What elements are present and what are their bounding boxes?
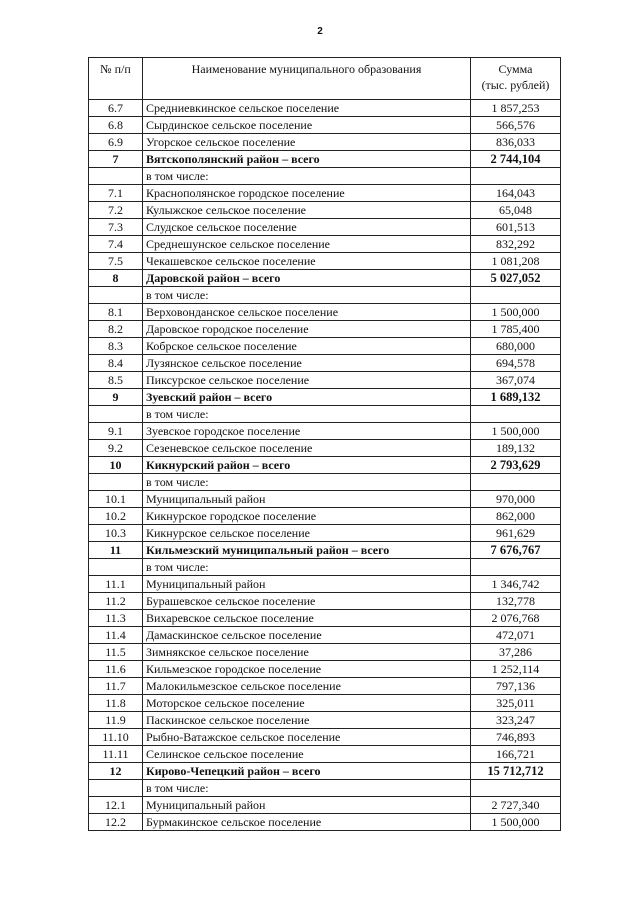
row-municipality-name: Муниципальный район [143, 576, 471, 593]
row-municipality-name: в том числе: [143, 168, 471, 185]
row-number: 8.1 [89, 304, 143, 321]
row-number: 12.1 [89, 797, 143, 814]
row-number: 7.1 [89, 185, 143, 202]
row-number: 11.3 [89, 610, 143, 627]
row-municipality-name: Даровское городское поселение [143, 321, 471, 338]
row-municipality-name: Сырдинское сельское поселение [143, 117, 471, 134]
row-municipality-name: Среднешунское сельское поселение [143, 236, 471, 253]
row-number: 8.2 [89, 321, 143, 338]
row-amount: 746,893 [471, 729, 561, 746]
table-row [89, 202, 561, 219]
table-row [89, 100, 561, 117]
table-row [89, 253, 561, 270]
row-municipality-name: Лузянское сельское поселение [143, 355, 471, 372]
row-number: 9.1 [89, 423, 143, 440]
row-amount: 367,074 [471, 372, 561, 389]
row-municipality-name: в том числе: [143, 406, 471, 423]
table-row [89, 576, 561, 593]
row-municipality-name: Бурмакинское сельское поселение [143, 814, 471, 831]
row-number: 6.9 [89, 134, 143, 151]
row-number: 7.2 [89, 202, 143, 219]
row-amount: 694,578 [471, 355, 561, 372]
row-municipality-name: Муниципальный район [143, 797, 471, 814]
row-municipality-name: Краснополянское городское поселение [143, 185, 471, 202]
row-number [89, 559, 143, 576]
row-number [89, 168, 143, 185]
row-number: 9.2 [89, 440, 143, 457]
row-number: 11.7 [89, 678, 143, 695]
row-municipality-name: Кикнурское сельское поселение [143, 525, 471, 542]
row-number: 6.7 [89, 100, 143, 117]
row-number: 7.4 [89, 236, 143, 253]
row-number: 11.4 [89, 627, 143, 644]
row-number: 9 [89, 389, 143, 406]
row-municipality-name: Моторское сельское поселение [143, 695, 471, 712]
table-header [89, 58, 561, 100]
row-number: 11.6 [89, 661, 143, 678]
row-amount [471, 168, 561, 185]
row-amount: 566,576 [471, 117, 561, 134]
row-number: 7.3 [89, 219, 143, 236]
budget-table [88, 57, 561, 831]
row-municipality-name: Вихаревское сельское поселение [143, 610, 471, 627]
row-number: 10.2 [89, 508, 143, 525]
table-row [89, 304, 561, 321]
row-municipality-name: в том числе: [143, 780, 471, 797]
table-row [89, 168, 561, 185]
row-municipality-name: Кобрское сельское поселение [143, 338, 471, 355]
row-amount: 2 076,768 [471, 610, 561, 627]
row-amount: 472,071 [471, 627, 561, 644]
row-number: 11 [89, 542, 143, 559]
page-number: 2 [317, 26, 323, 37]
row-municipality-name: Даровской район – всего [143, 270, 471, 287]
row-amount: 1 500,000 [471, 304, 561, 321]
table-row [89, 117, 561, 134]
table-row [89, 814, 561, 831]
table-row [89, 593, 561, 610]
row-municipality-name: Кулыжское сельское поселение [143, 202, 471, 219]
row-amount: 2 744,104 [471, 151, 561, 168]
table-row-district-total [89, 389, 561, 406]
row-number: 11.8 [89, 695, 143, 712]
row-number: 11.10 [89, 729, 143, 746]
row-municipality-name: Кикнурский район – всего [143, 457, 471, 474]
table-row [89, 406, 561, 423]
table-row [89, 678, 561, 695]
table-row [89, 695, 561, 712]
row-municipality-name: в том числе: [143, 474, 471, 491]
row-amount: 1 500,000 [471, 423, 561, 440]
table-row [89, 559, 561, 576]
row-amount: 961,629 [471, 525, 561, 542]
row-number: 7 [89, 151, 143, 168]
table-row [89, 627, 561, 644]
row-municipality-name: Кирово-Чепецкий район – всего [143, 763, 471, 780]
row-number: 10.1 [89, 491, 143, 508]
row-amount: 65,048 [471, 202, 561, 219]
row-amount: 1 500,000 [471, 814, 561, 831]
row-municipality-name: Чекашевское сельское поселение [143, 253, 471, 270]
row-amount: 680,000 [471, 338, 561, 355]
row-municipality-name: Зуевский район – всего [143, 389, 471, 406]
header-name: Наименование муниципального образования [143, 58, 471, 100]
row-amount: 862,000 [471, 508, 561, 525]
row-municipality-name: Зимнякское сельское поселение [143, 644, 471, 661]
row-municipality-name: Слудское сельское поселение [143, 219, 471, 236]
table-row-district-total [89, 542, 561, 559]
table-row-district-total [89, 763, 561, 780]
row-municipality-name: Селинское сельское поселение [143, 746, 471, 763]
row-municipality-name: Средниевкинское сельское поселение [143, 100, 471, 117]
row-amount [471, 474, 561, 491]
row-municipality-name: Зуевское городское поселение [143, 423, 471, 440]
row-amount: 1 252,114 [471, 661, 561, 678]
table-row [89, 797, 561, 814]
row-amount: 836,033 [471, 134, 561, 151]
table-row-district-total [89, 270, 561, 287]
header-sum-unit: (тыс. рублей) [481, 78, 550, 92]
row-number: 10.3 [89, 525, 143, 542]
table-row [89, 287, 561, 304]
row-number: 11.2 [89, 593, 143, 610]
table-row [89, 491, 561, 508]
row-municipality-name: Кильмезский муниципальный район – всего [143, 542, 471, 559]
row-amount: 1 081,208 [471, 253, 561, 270]
table-row [89, 372, 561, 389]
row-number: 8 [89, 270, 143, 287]
row-municipality-name: в том числе: [143, 559, 471, 576]
row-amount: 323,247 [471, 712, 561, 729]
row-amount: 1 857,253 [471, 100, 561, 117]
table-row [89, 338, 561, 355]
row-number: 11.5 [89, 644, 143, 661]
row-number: 8.3 [89, 338, 143, 355]
header-num: № п/п [89, 58, 143, 100]
row-number: 11.1 [89, 576, 143, 593]
row-municipality-name: Кикнурское городское поселение [143, 508, 471, 525]
table-row [89, 525, 561, 542]
row-number: 11.11 [89, 746, 143, 763]
table-row [89, 746, 561, 763]
row-municipality-name: Верховонданское сельское поселение [143, 304, 471, 321]
row-number [89, 406, 143, 423]
row-amount [471, 780, 561, 797]
row-amount: 1 689,132 [471, 389, 561, 406]
row-amount: 970,000 [471, 491, 561, 508]
table-row [89, 780, 561, 797]
table-row [89, 134, 561, 151]
row-amount: 164,043 [471, 185, 561, 202]
row-number [89, 474, 143, 491]
row-municipality-name: Паскинское сельское поселение [143, 712, 471, 729]
row-number: 6.8 [89, 117, 143, 134]
row-number: 8.5 [89, 372, 143, 389]
table-row [89, 644, 561, 661]
row-municipality-name: Кильмезское городское поселение [143, 661, 471, 678]
row-amount: 2 727,340 [471, 797, 561, 814]
table-row [89, 219, 561, 236]
row-number: 7.5 [89, 253, 143, 270]
row-amount: 37,286 [471, 644, 561, 661]
row-municipality-name: Дамаскинское сельское поселение [143, 627, 471, 644]
row-number [89, 780, 143, 797]
row-number: 12 [89, 763, 143, 780]
table-row [89, 440, 561, 457]
row-municipality-name: Сезеневское сельское поселение [143, 440, 471, 457]
row-municipality-name: Бурашевское сельское поселение [143, 593, 471, 610]
row-municipality-name: в том числе: [143, 287, 471, 304]
row-amount: 1 346,742 [471, 576, 561, 593]
row-amount: 166,721 [471, 746, 561, 763]
table-row [89, 355, 561, 372]
table-row [89, 423, 561, 440]
row-amount: 2 793,629 [471, 457, 561, 474]
row-municipality-name: Пиксурское сельское поселение [143, 372, 471, 389]
row-municipality-name: Вятскополянский район – всего [143, 151, 471, 168]
header-sum-title: Сумма [498, 62, 533, 76]
table-row [89, 661, 561, 678]
row-amount: 132,778 [471, 593, 561, 610]
table-row [89, 508, 561, 525]
table-row-district-total [89, 457, 561, 474]
row-amount: 5 027,052 [471, 270, 561, 287]
table-row [89, 185, 561, 202]
header-sum [471, 58, 561, 100]
row-amount [471, 559, 561, 576]
row-amount: 601,513 [471, 219, 561, 236]
row-amount [471, 406, 561, 423]
row-amount: 832,292 [471, 236, 561, 253]
row-amount: 189,132 [471, 440, 561, 457]
row-number: 12.2 [89, 814, 143, 831]
row-amount: 325,011 [471, 695, 561, 712]
table-row [89, 729, 561, 746]
row-amount [471, 287, 561, 304]
table-row [89, 321, 561, 338]
row-number [89, 287, 143, 304]
table-row [89, 610, 561, 627]
row-municipality-name: Рыбно-Ватажское сельское поселение [143, 729, 471, 746]
row-amount: 7 676,767 [471, 542, 561, 559]
row-number: 11.9 [89, 712, 143, 729]
table-row [89, 236, 561, 253]
row-amount: 15 712,712 [471, 763, 561, 780]
row-number: 10 [89, 457, 143, 474]
table-row [89, 474, 561, 491]
header-row [89, 58, 561, 100]
row-municipality-name: Малокильмезское сельское поселение [143, 678, 471, 695]
table-row-district-total [89, 151, 561, 168]
table-row [89, 712, 561, 729]
row-amount: 797,136 [471, 678, 561, 695]
row-municipality-name: Муниципальный район [143, 491, 471, 508]
row-amount: 1 785,400 [471, 321, 561, 338]
table-body [89, 100, 561, 831]
row-number: 8.4 [89, 355, 143, 372]
row-municipality-name: Угорское сельское поселение [143, 134, 471, 151]
